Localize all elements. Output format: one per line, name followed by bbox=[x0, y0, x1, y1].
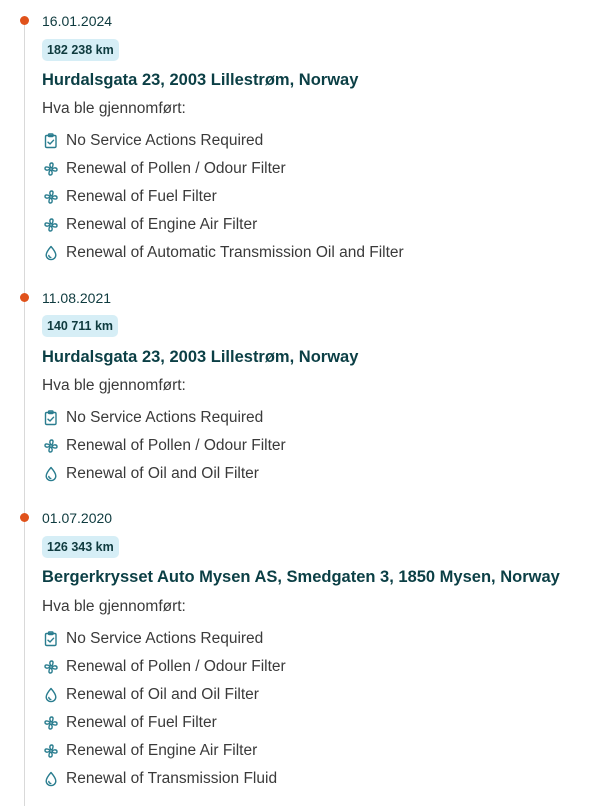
timeline-dot bbox=[20, 293, 29, 302]
service-action-item bbox=[42, 215, 257, 235]
fan-icon bbox=[42, 437, 60, 455]
service-action-label: Renewal of Pollen / Odour Filter bbox=[66, 658, 286, 675]
actions-subheading: Hva ble gjennomført: bbox=[42, 100, 186, 117]
fan-icon bbox=[42, 188, 60, 206]
service-action-label: Renewal of Pollen / Odour Filter bbox=[66, 437, 286, 454]
workshop-address: Hurdalsgata 23, 2003 Lillestrøm, Norway bbox=[42, 71, 359, 89]
service-date: 01.07.2020 bbox=[42, 510, 113, 526]
service-action-label: Renewal of Oil and Oil Filter bbox=[66, 465, 259, 482]
service-action-item bbox=[42, 769, 277, 789]
service-action-item bbox=[42, 243, 404, 263]
fan-icon bbox=[42, 658, 60, 676]
service-action-item bbox=[42, 685, 259, 705]
service-action-label: No Service Actions Required bbox=[66, 132, 264, 149]
service-action-item bbox=[42, 131, 263, 151]
service-action-item bbox=[42, 464, 259, 484]
service-action-label: Renewal of Pollen / Odour Filter bbox=[66, 160, 286, 177]
service-action-label: Renewal of Fuel Filter bbox=[66, 714, 217, 731]
service-action-item bbox=[42, 159, 286, 179]
service-action-label: Renewal of Transmission Fluid bbox=[66, 770, 278, 787]
fan-icon bbox=[42, 742, 60, 760]
service-action-label: Renewal of Engine Air Filter bbox=[66, 742, 258, 759]
timeline-dot bbox=[20, 513, 29, 522]
service-action-item bbox=[42, 187, 217, 207]
fan-icon bbox=[42, 216, 60, 234]
service-action-item bbox=[42, 657, 286, 677]
service-action-label: Renewal of Automatic Transmission Oil and Filter bbox=[66, 244, 404, 261]
oil-drop-icon bbox=[42, 770, 60, 788]
clipboard-check-icon bbox=[42, 630, 60, 648]
clipboard-check-icon bbox=[42, 409, 60, 427]
mileage-badge: 140 711 km bbox=[42, 315, 118, 337]
timeline-rail bbox=[24, 18, 25, 806]
fan-icon bbox=[42, 714, 60, 732]
service-action-item bbox=[42, 629, 263, 649]
workshop-address: Bergerkrysset Auto Mysen AS, Smedgaten 3, 1850 Mysen, Norway bbox=[42, 568, 560, 586]
service-date: 11.08.2021 bbox=[42, 290, 112, 306]
mileage-badge: 126 343 km bbox=[42, 536, 119, 558]
oil-drop-icon bbox=[42, 686, 60, 704]
oil-drop-icon bbox=[42, 244, 60, 262]
service-action-label: No Service Actions Required bbox=[66, 630, 264, 647]
workshop-address: Hurdalsgata 23, 2003 Lillestrøm, Norway bbox=[42, 348, 359, 366]
actions-subheading: Hva ble gjennomført: bbox=[42, 598, 186, 615]
service-action-item bbox=[42, 741, 257, 761]
fan-icon bbox=[42, 160, 60, 178]
service-action-label: Renewal of Engine Air Filter bbox=[66, 216, 258, 233]
actions-subheading: Hva ble gjennomført: bbox=[42, 377, 186, 394]
service-date: 16.01.2024 bbox=[42, 13, 113, 29]
service-action-label: No Service Actions Required bbox=[66, 409, 264, 426]
service-action-label: Renewal of Fuel Filter bbox=[66, 188, 217, 205]
timeline-dot bbox=[20, 16, 29, 25]
mileage-badge: 182 238 km bbox=[42, 39, 119, 61]
service-action-item bbox=[42, 436, 286, 456]
clipboard-check-icon bbox=[42, 132, 60, 150]
service-action-item bbox=[42, 408, 263, 428]
oil-drop-icon bbox=[42, 465, 60, 483]
service-action-item bbox=[42, 713, 217, 733]
service-action-label: Renewal of Oil and Oil Filter bbox=[66, 686, 259, 703]
